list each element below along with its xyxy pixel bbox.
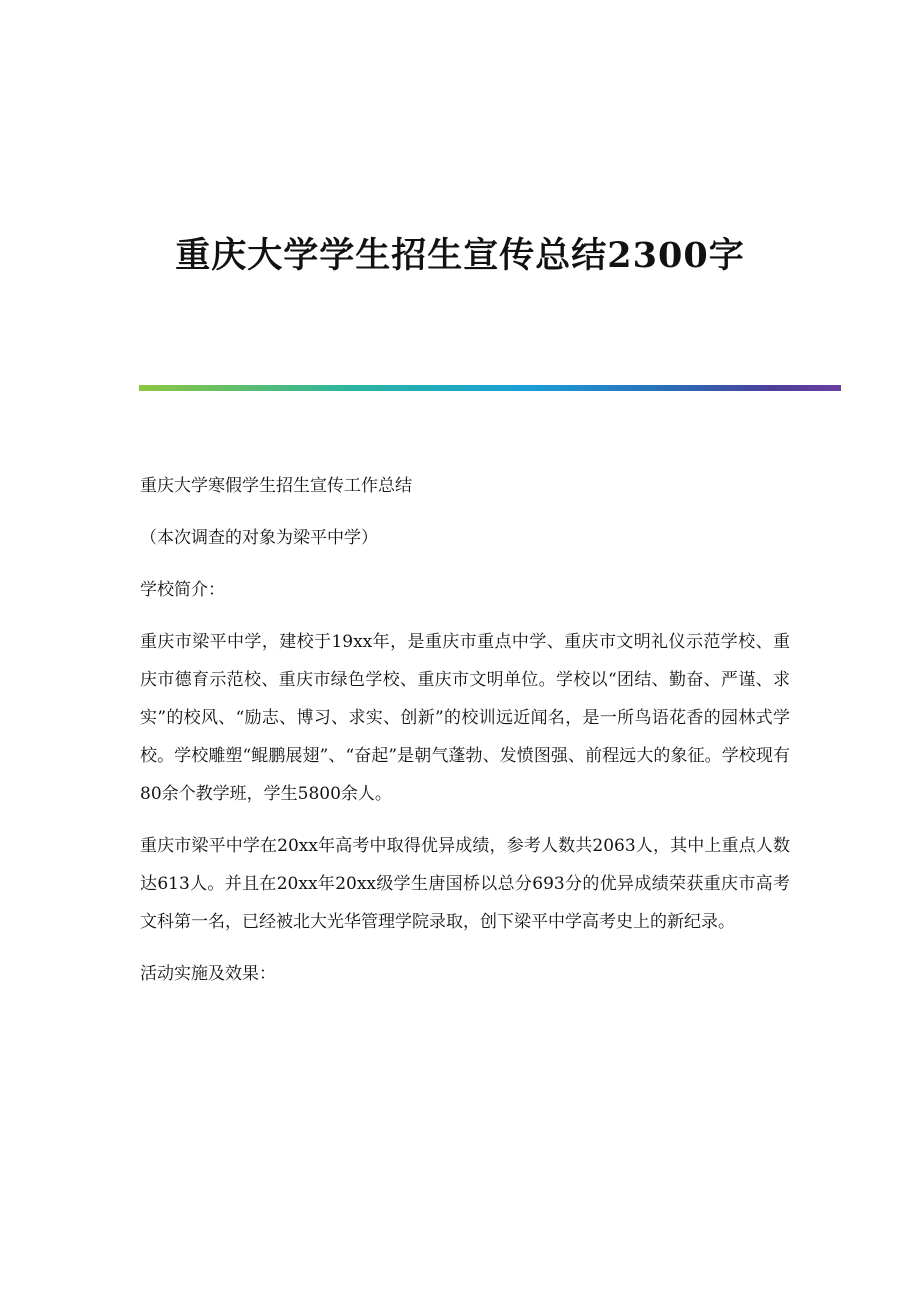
document-body <box>140 467 790 1007</box>
title-divider <box>139 385 841 391</box>
document-title: 重庆大学学生招生宣传总结2300字 <box>175 235 745 277</box>
exam-results-paragraph: 重庆市梁平中学在20xx年高考中取得优异成绩，参考人数共2063人，其中上重点人数达613人。并且在20xx年20xx级学生唐国桥以总分693分的优异成绩荣获重庆市高考文科第一名，已经被北大光华管理学院录取，创下梁平中学高考史上的新纪录。 <box>140 836 790 932</box>
school-intro-heading: 学校简介： <box>140 580 225 600</box>
school-intro-paragraph: 重庆市梁平中学，建校于19xx年，是重庆市重点中学、重庆市文明礼仪示范学校、重庆市德育示范校、重庆市绿色学校、重庆市文明单位。学校以“团结、勤奋、严谨、求实”的校风、“励志、博习、求实、创新”的校训远近闻名，是一所鸟语花香的园林式学校。学校雕塑“鲲鹏展翅”、“奋起”是朝气蓬勃、发愤图强、前程远大的象征。学校现有80余个教学班，学生5800余人。 <box>140 632 790 804</box>
survey-note: （本次调查的对象为梁平中学） <box>140 528 378 548</box>
section-heading: 重庆大学寒假学生招生宣传工作总结 <box>140 476 412 496</box>
activities-heading: 活动实施及效果： <box>140 964 276 984</box>
